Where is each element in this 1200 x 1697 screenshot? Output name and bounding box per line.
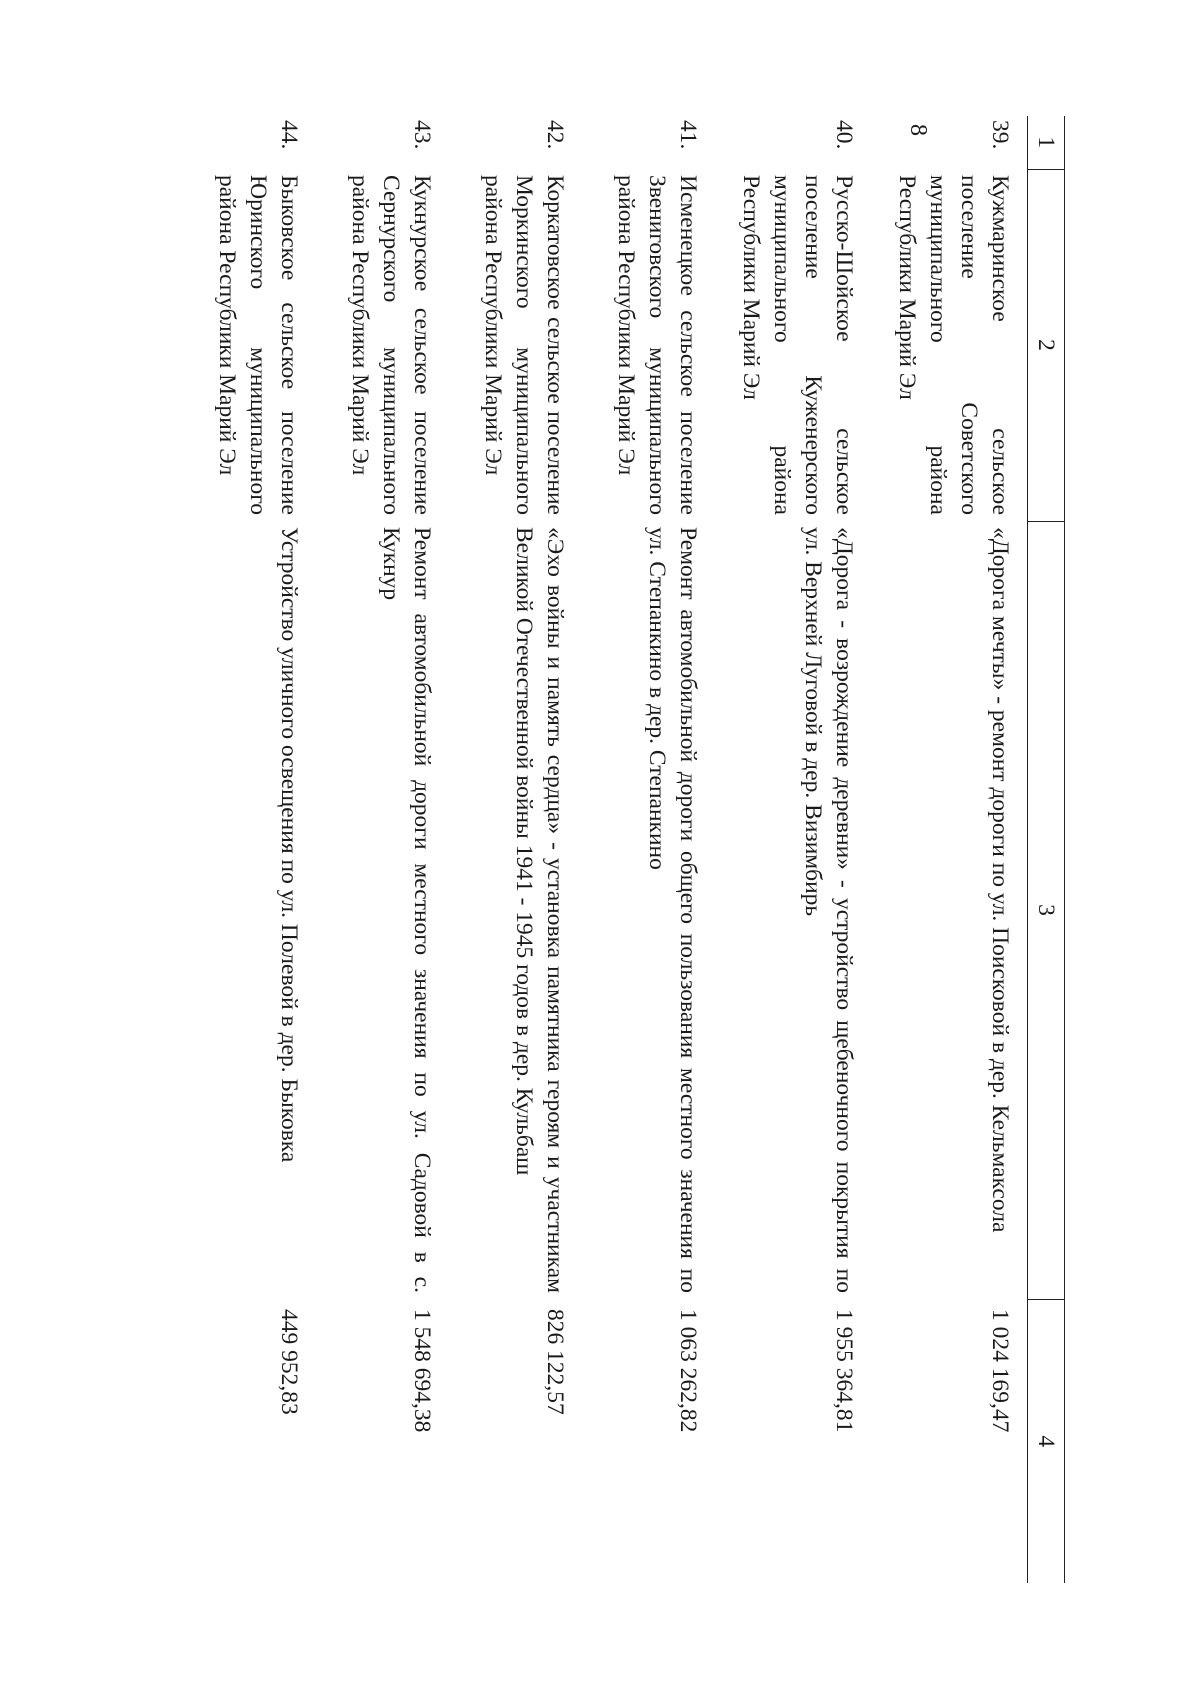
column-header-2: 2 <box>1028 169 1065 521</box>
table-row <box>871 116 1028 1583</box>
table-row <box>449 116 582 1583</box>
header-row <box>1028 116 1065 1583</box>
table-row <box>183 116 316 1583</box>
amount-cell: 1 063 262,82 <box>675 1309 701 1433</box>
municipality-cell: Кужмаринское сельское поселение Советского муниципального района Республики Марий Эл <box>894 175 1013 515</box>
amount-cell: 449 952,83 <box>276 1309 302 1415</box>
row-number: 40. <box>831 120 857 150</box>
table-row <box>715 116 871 1583</box>
row-number: 42. <box>542 120 568 150</box>
municipality-cell: Коркатовское сельское поселение Моркинского муниципального района Республики Марий Эл <box>480 175 568 515</box>
column-header-1: 1 <box>1028 116 1065 169</box>
amount-cell: 1 955 364,81 <box>831 1309 857 1433</box>
project-cell: Ремонт автомобильной дороги местного значения по ул. Садовой в с. Кукнур <box>378 527 435 1293</box>
amount-cell: 1 024 169,47 <box>987 1309 1013 1433</box>
project-cell: Устройство уличного освещения по ул. Полевой в дер. Быковка <box>276 527 302 1163</box>
page-number: 8 <box>905 124 931 136</box>
row-number: 39. <box>987 120 1013 150</box>
municipality-cell: Кукнурское сельское поселение Сернурского муниципального района Республики Марий Эл <box>347 175 435 515</box>
municipality-cell: Быковское сельское поселение Юринского муниципального района Республики Марий Эл <box>214 175 302 515</box>
project-cell: «Дорога - возрождение деревни» - устройство щебеночного покрытия по ул. Верхней Луговой в дер. Визимбирь <box>800 527 857 1293</box>
row-number: 43. <box>409 120 435 150</box>
project-cell: «Дорога мечты» - ремонт дороги по ул. Поисковой в дер. Кельмаксола <box>987 527 1013 1233</box>
table-row <box>316 116 449 1583</box>
amount-cell: 826 122,57 <box>542 1309 568 1415</box>
project-cell: Ремонт автомобильной дороги общего пользования местного значения по ул. Степанкино в дер. Степанкино <box>644 527 701 1293</box>
table-row <box>582 116 715 1583</box>
column-header-4: 4 <box>1028 1299 1065 1583</box>
rotated-table-container <box>214 116 1065 1583</box>
table-body <box>183 116 1028 1583</box>
column-header-3: 3 <box>1028 521 1065 1299</box>
amount-cell: 1 548 694,38 <box>409 1309 435 1433</box>
projects-table <box>183 116 1065 1583</box>
municipality-cell: Исменецкое сельское поселение Звениговского муниципального района Республики Марий Эл <box>613 175 701 515</box>
row-number: 41. <box>675 120 701 150</box>
table-header <box>1028 116 1065 1583</box>
municipality-cell: Русско-Шойское сельское поселение Куженерского муниципального района Республики Марий Эл <box>738 175 857 515</box>
project-cell: «Эхо войны и память сердца» - установка памятника героям и участникам Великой Отечественной войны 1941 - 1945 годов в дер. Кульбаш <box>511 527 568 1293</box>
row-number: 44. <box>276 120 302 150</box>
